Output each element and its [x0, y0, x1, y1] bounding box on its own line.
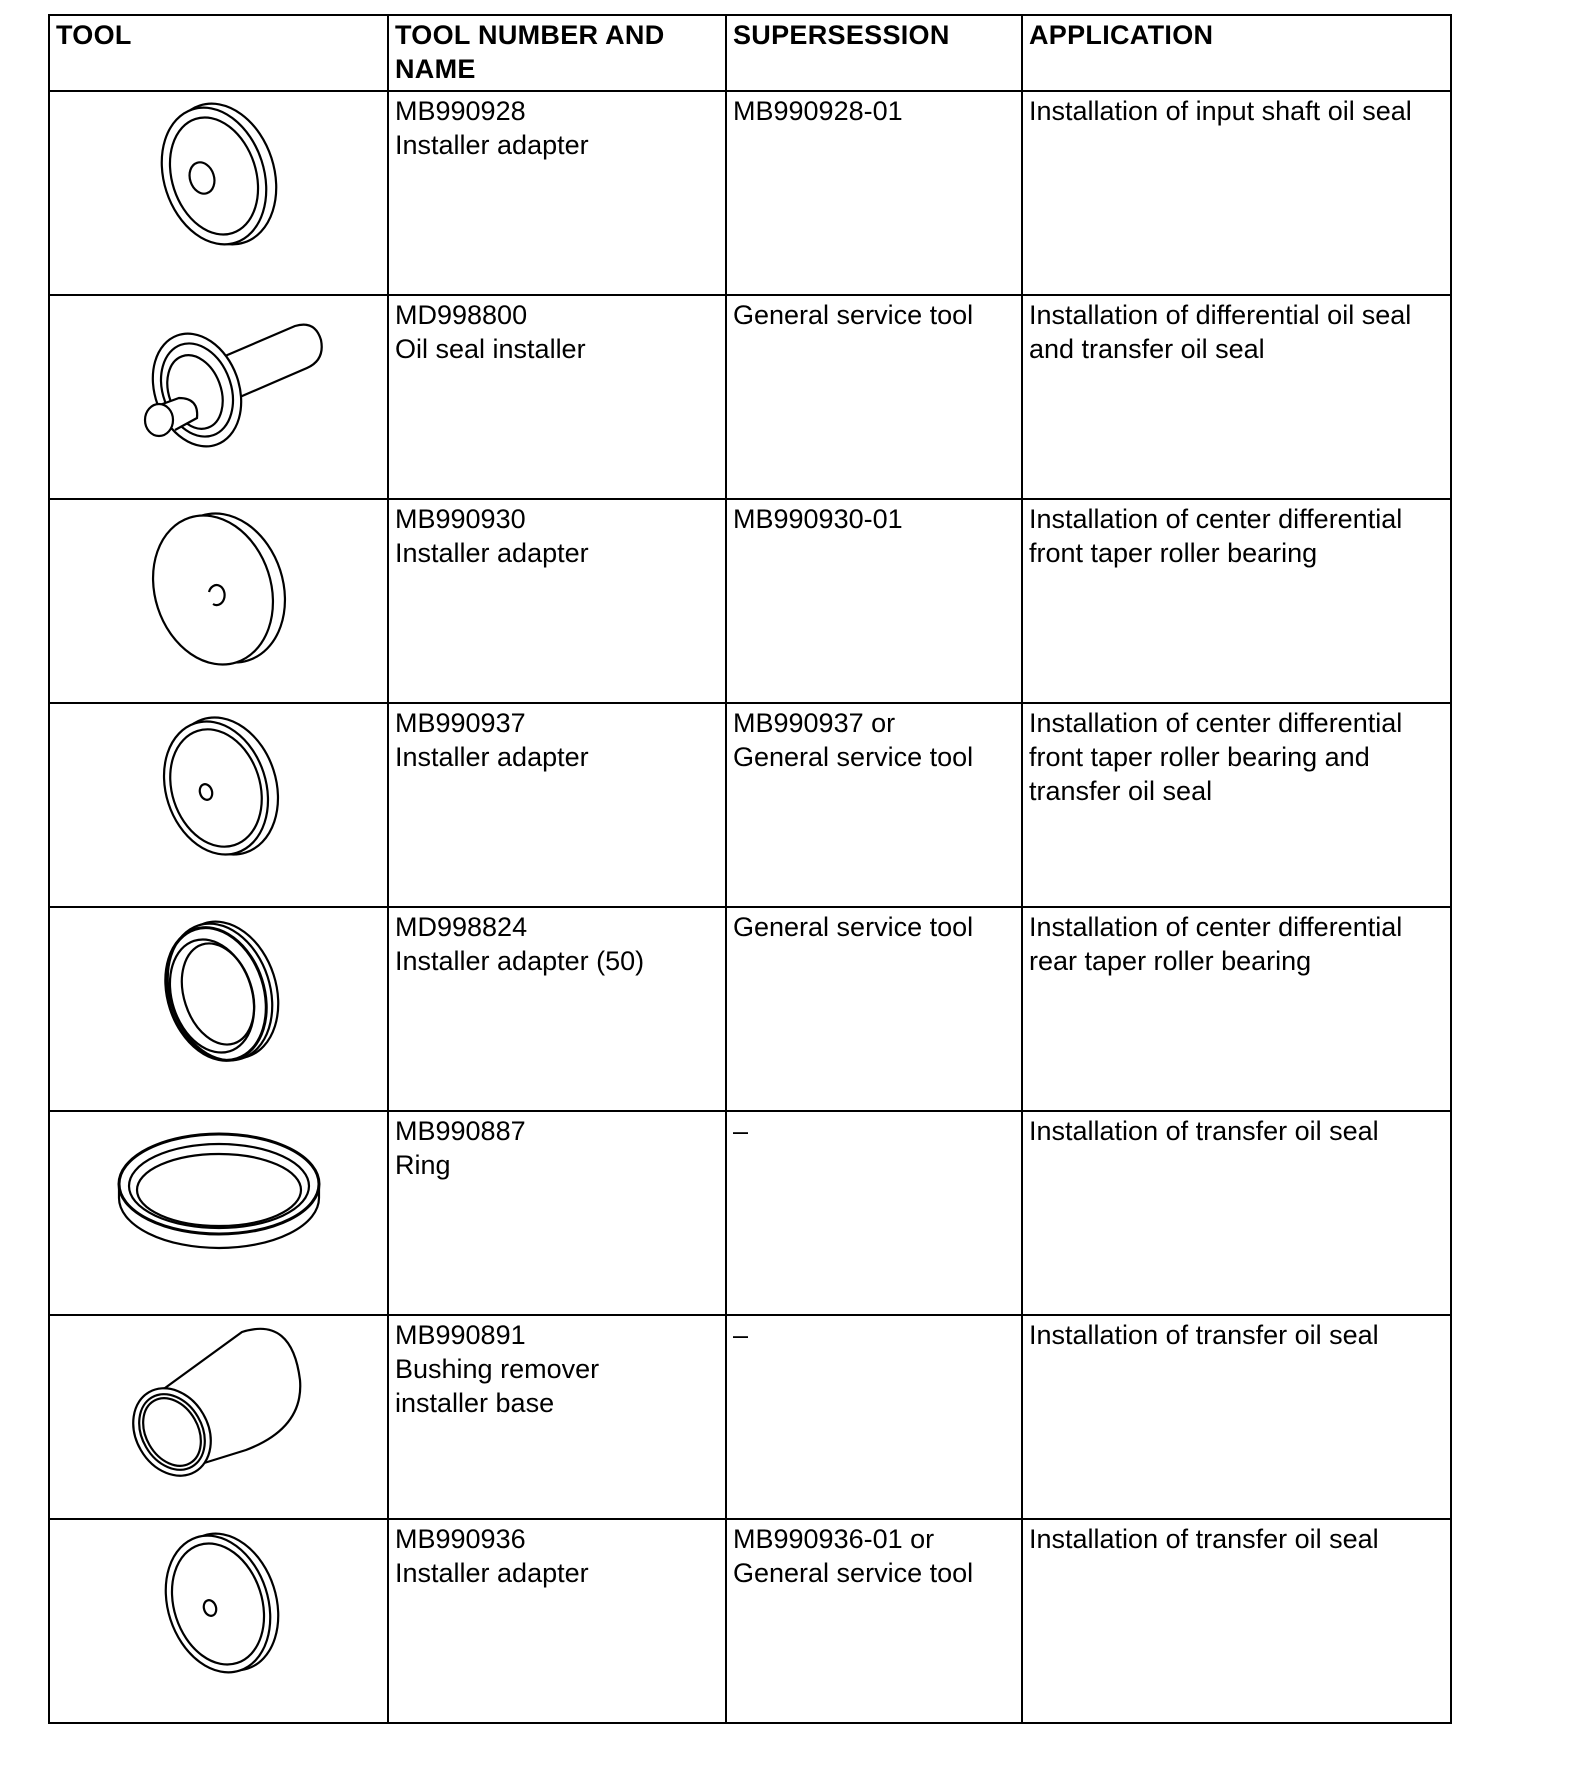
table-row — [49, 1315, 1451, 1519]
application-text: and transfer oil seal — [1029, 334, 1265, 364]
application-text: Installation of transfer oil seal — [1029, 1320, 1379, 1350]
table-row — [49, 295, 1451, 499]
tool-number: MD998800 — [395, 300, 528, 330]
tool-name: Installer adapter — [395, 538, 589, 568]
tool-name: Oil seal installer — [395, 334, 586, 364]
application-cell — [1022, 1315, 1451, 1519]
tool-number-name-cell — [388, 1519, 726, 1723]
adapter-ring-icon — [144, 910, 294, 1070]
oil-seal-installer-icon — [109, 298, 329, 458]
application-text: rear taper roller bearing — [1029, 946, 1312, 976]
supersession-text: MB990928-01 — [733, 96, 903, 126]
application-cell — [1022, 295, 1451, 499]
supersession-text: General service tool — [733, 912, 974, 942]
tool-number-name-cell — [388, 703, 726, 907]
tool-number-name-cell — [388, 91, 726, 295]
special-tools-table — [48, 14, 1452, 1724]
supersession-cell — [726, 1315, 1022, 1519]
tool-number: MB990928 — [395, 96, 526, 126]
tool-number-name-cell — [388, 499, 726, 703]
application-text: transfer oil seal — [1029, 776, 1213, 806]
application-cell — [1022, 907, 1451, 1111]
application-text: Installation of differential oil seal — [1029, 300, 1412, 330]
tool-number: MD998824 — [395, 912, 528, 942]
tool-image-cell — [49, 1315, 388, 1519]
tool-number-name-cell — [388, 295, 726, 499]
table-row — [49, 1111, 1451, 1315]
tool-name: Installer adapter — [395, 130, 589, 160]
tool-number: MB990937 — [395, 708, 526, 738]
supersession-text: General service tool — [733, 1558, 974, 1588]
table-row — [49, 1519, 1451, 1723]
application-text: Installation of input shaft oil seal — [1029, 96, 1412, 126]
supersession-text: General service tool — [733, 300, 974, 330]
ring-icon — [109, 1114, 329, 1254]
application-cell — [1022, 1111, 1451, 1315]
table-row — [49, 499, 1451, 703]
tool-number: MB990930 — [395, 504, 526, 534]
header-row — [49, 15, 1451, 91]
header-application: APPLICATION — [1022, 15, 1451, 91]
tool-name: Installer adapter (50) — [395, 946, 645, 976]
header-tool: TOOL — [49, 15, 388, 91]
tool-image-cell — [49, 1111, 388, 1315]
tool-number: MB990936 — [395, 1524, 526, 1554]
table-row — [49, 907, 1451, 1111]
supersession-cell — [726, 703, 1022, 907]
tool-image-cell — [49, 91, 388, 295]
tool-name: Ring — [395, 1150, 451, 1180]
tool-name: installer base — [395, 1388, 555, 1418]
application-text: front taper roller bearing — [1029, 538, 1318, 568]
tool-image-cell — [49, 295, 388, 499]
supersession-cell — [726, 907, 1022, 1111]
adapter-disc-icon — [144, 94, 294, 254]
table-row — [49, 91, 1451, 295]
application-text: Installation of center differential — [1029, 912, 1403, 942]
supersession-cell — [726, 91, 1022, 295]
supersession-text: – — [733, 1320, 749, 1350]
application-cell — [1022, 499, 1451, 703]
supersession-cell — [726, 1519, 1022, 1723]
application-text: Installation of center differential — [1029, 708, 1403, 738]
header-supersession: SUPERSESSION — [726, 15, 1022, 91]
tool-number: MB990887 — [395, 1116, 526, 1146]
supersession-cell — [726, 1111, 1022, 1315]
tool-name: Bushing remover — [395, 1354, 600, 1384]
application-text: Installation of transfer oil seal — [1029, 1116, 1379, 1146]
tool-name: Installer adapter — [395, 1558, 589, 1588]
tool-number-name-cell — [388, 907, 726, 1111]
supersession-cell — [726, 499, 1022, 703]
supersession-text: MB990936-01 or — [733, 1524, 935, 1554]
application-text: front taper roller bearing and — [1029, 742, 1370, 772]
application-text: Installation of transfer oil seal — [1029, 1524, 1379, 1554]
tool-number-name-cell — [388, 1315, 726, 1519]
tool-image-cell — [49, 1519, 388, 1723]
header-tool-number-and-name: TOOL NUMBER AND NAME — [388, 15, 726, 91]
application-cell — [1022, 703, 1451, 907]
tool-image-cell — [49, 907, 388, 1111]
application-cell — [1022, 1519, 1451, 1723]
adapter-disc-icon — [144, 706, 294, 866]
tool-name: Installer adapter — [395, 742, 589, 772]
application-cell — [1022, 91, 1451, 295]
application-text: Installation of center differential — [1029, 504, 1403, 534]
supersession-text: General service tool — [733, 742, 974, 772]
tool-number-name-cell — [388, 1111, 726, 1315]
tool-image-cell — [49, 703, 388, 907]
tool-image-cell — [49, 499, 388, 703]
supersession-text: – — [733, 1116, 749, 1146]
supersession-cell — [726, 295, 1022, 499]
supersession-text: MB990930-01 — [733, 504, 903, 534]
table-row — [49, 703, 1451, 907]
adapter-disc-icon — [144, 1522, 294, 1682]
bushing-base-icon — [124, 1318, 314, 1488]
supersession-text: MB990937 or — [733, 708, 896, 738]
adapter-disc-notched-icon — [139, 502, 299, 672]
tool-number: MB990891 — [395, 1320, 526, 1350]
